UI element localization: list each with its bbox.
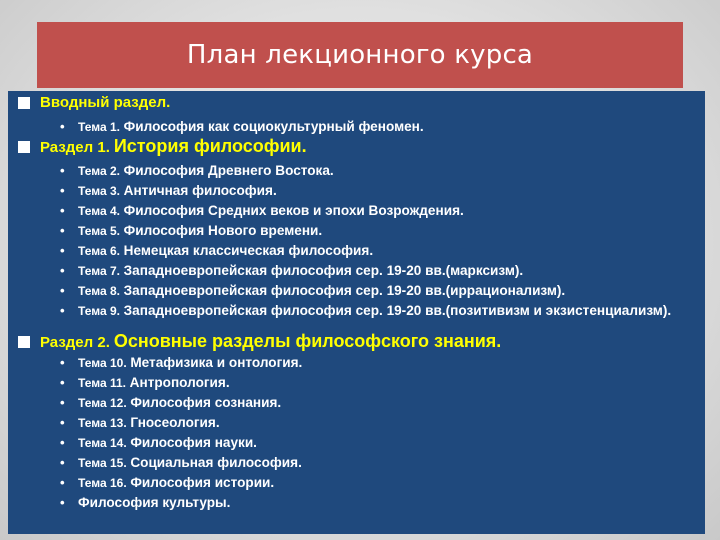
section-prefix: Раздел 2.	[40, 334, 110, 351]
bullet-dot-icon: •	[60, 475, 65, 490]
list-item: • Тема 15. Социальная философия.	[60, 455, 302, 470]
bullet-dot-icon: •	[60, 119, 65, 134]
list-item: • Тема 13. Гносеология.	[60, 415, 220, 430]
list-item: • Тема 7. Западноевропейская философия сер. 19-20 вв.(марксизм).	[60, 263, 524, 278]
section-history-heading	[18, 136, 307, 157]
list-item: • Тема 8. Западноевропейская философия сер. 19-20 вв.(иррационализм).	[60, 283, 566, 298]
bullet-dot-icon: •	[60, 163, 65, 178]
list-item: • Тема 3. Античная философия.	[60, 183, 277, 198]
bullet-dot-icon: •	[60, 495, 65, 510]
list-item: • Тема 5. Философия Нового времени.	[60, 223, 323, 238]
section-branches-heading	[18, 331, 501, 352]
checkbox-bullet-icon	[18, 141, 30, 153]
bullet-dot-icon: •	[60, 183, 65, 198]
bullet-dot-icon: •	[60, 203, 65, 218]
section-heading: Основные разделы философского знания.	[113, 331, 502, 351]
list-item: • Философия культуры.	[60, 495, 231, 510]
list-item: • Тема 2. Философия Древнего Востока.	[60, 163, 334, 178]
bullet-dot-icon: •	[60, 283, 65, 298]
checkbox-bullet-icon	[18, 336, 30, 348]
list-item: • Тема 14. Философия науки.	[60, 435, 257, 450]
bullet-dot-icon: •	[60, 455, 65, 470]
bullet-dot-icon: •	[60, 415, 65, 430]
bullet-dot-icon: •	[60, 243, 65, 258]
list-item: • Тема 4. Философия Средних веков и эпохи Возрождения.	[60, 203, 464, 218]
bullet-dot-icon: •	[60, 263, 65, 278]
list-item: • Тема 10. Метафизика и онтология.	[60, 355, 303, 370]
bullet-dot-icon: •	[60, 395, 65, 410]
content-panel	[8, 91, 705, 534]
list-item: • Тема 6. Немецкая классическая философия.	[60, 243, 374, 258]
section-history-list	[60, 161, 680, 321]
bullet-dot-icon: •	[60, 223, 65, 238]
bullet-dot-icon: •	[60, 303, 65, 318]
section-intro-list	[60, 117, 680, 137]
slide-title-bar	[37, 22, 683, 88]
list-item: • Тема 12. Философия сознания.	[60, 395, 282, 410]
section-heading: История философии.	[113, 136, 307, 156]
bullet-dot-icon: •	[60, 375, 65, 390]
slide-title: План лекционного курса	[186, 40, 534, 70]
list-item: • Тема 1. Философия как социокультурный феномен.	[60, 119, 424, 134]
bullet-dot-icon: •	[60, 355, 65, 370]
list-item: • Тема 16. Философия истории.	[60, 475, 275, 490]
section-branches-list	[60, 353, 680, 513]
list-item: • Тема 9. Западноевропейская философия сер. 19-20 вв.(позитивизм и экзистенциализм).	[60, 303, 672, 318]
checkbox-bullet-icon	[18, 97, 30, 109]
section-intro-heading	[18, 94, 174, 111]
list-item: • Тема 11. Антропология.	[60, 375, 230, 390]
bullet-dot-icon: •	[60, 435, 65, 450]
section-prefix: Раздел 1.	[40, 139, 110, 156]
section-prefix: Вводный раздел.	[40, 94, 171, 111]
